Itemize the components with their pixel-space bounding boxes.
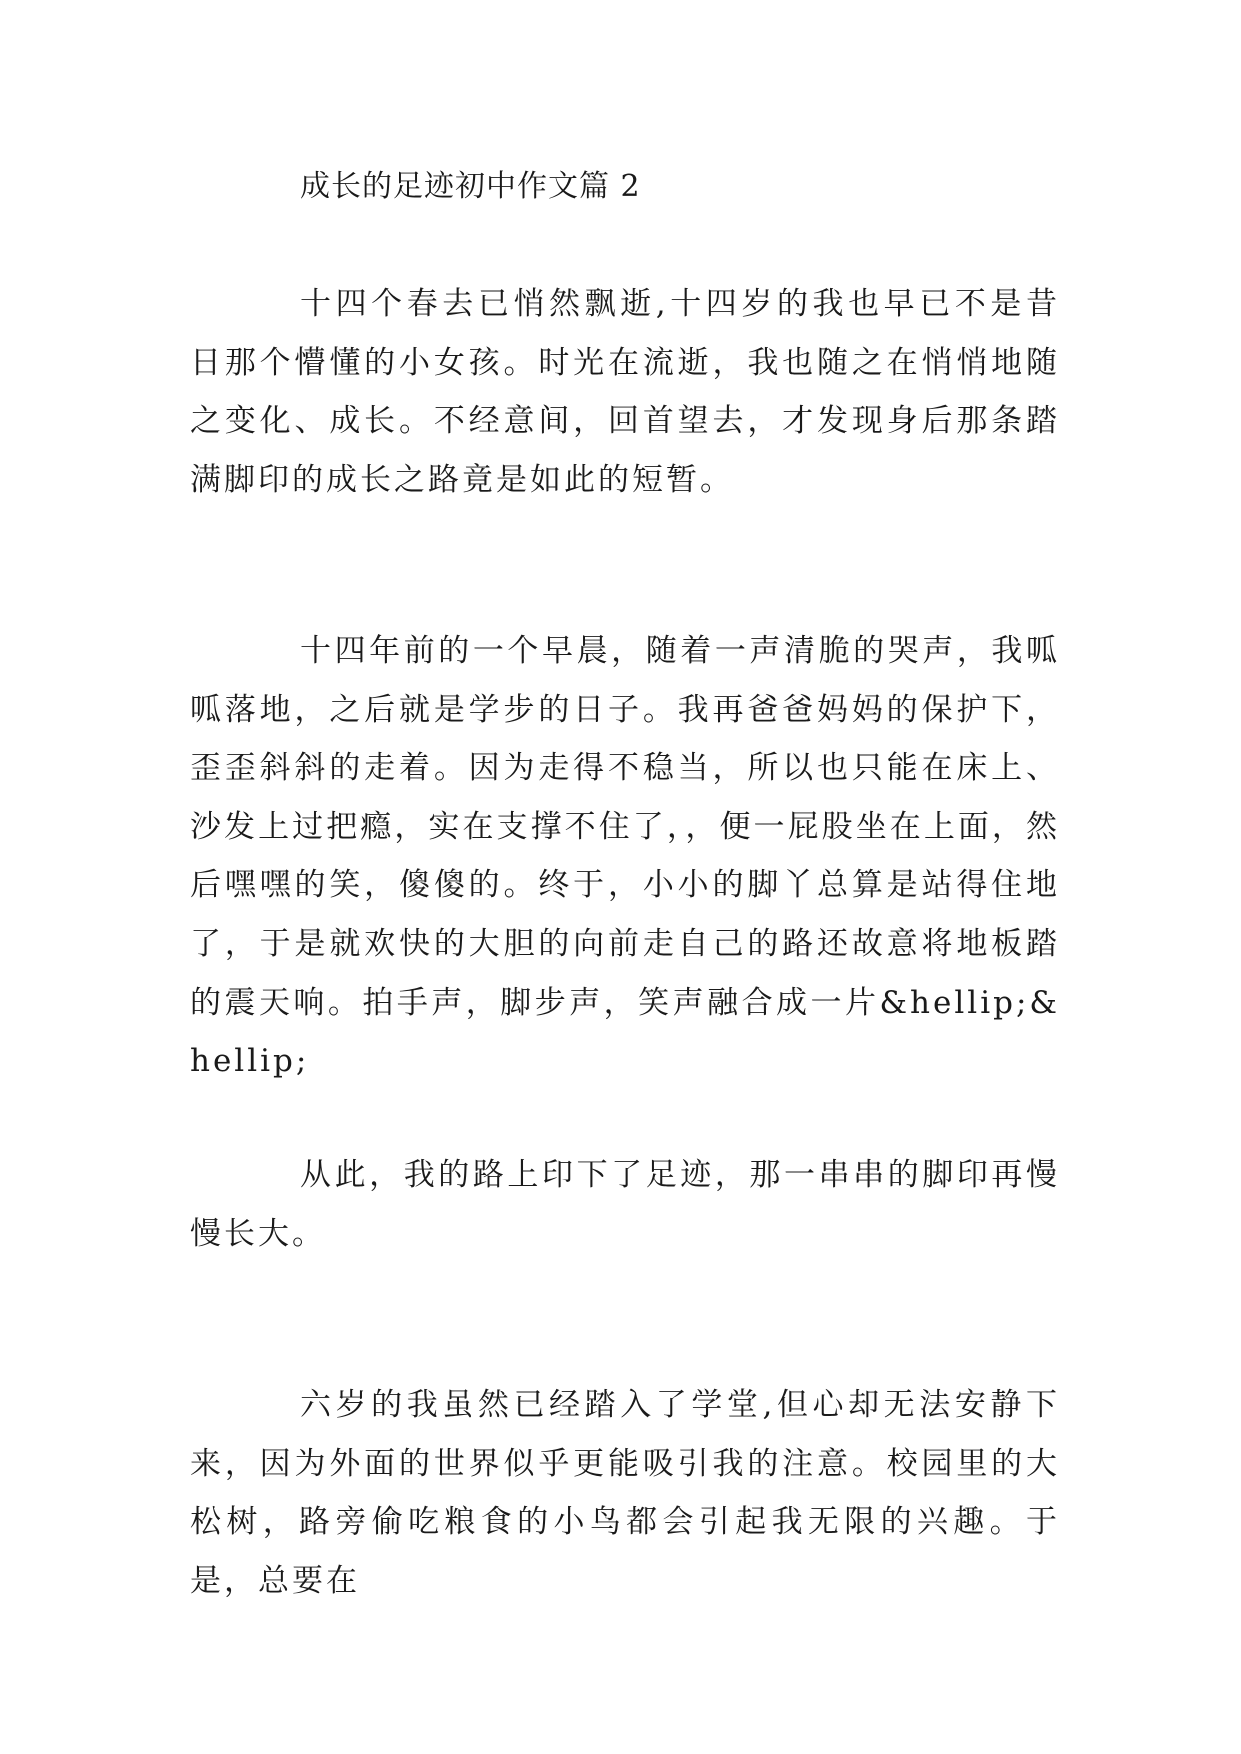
paragraph-1: 十四个春去已悄然飘逝,十四岁的我也早已不是昔日那个懵懂的小女孩。时光在流逝，我也随之在悄悄地随之变化、成长。不经意间，回首望去，才发现身后那条踏满脚印的成长之路竟是如此的短暂。 [190, 286, 1060, 498]
paragraph-3: 从此，我的路上印下了足迹，那一串串的脚印再慢慢长大。 [190, 1157, 1060, 1252]
paragraph-2: 十四年前的一个早晨，随着一声清脆的哭声，我呱呱落地，之后就是学步的日子。我再爸爸妈妈的保护下，歪歪斜斜的走着。因为走得不稳当，所以也只能在床上、沙发上过把瘾，实在支撑不住了，，便一屁股坐在上面，然后嘿嘿的笑，傻傻的。终于，小小的脚丫总算是站得住地了，于是就欢快的大胆的向前走自己的路还故意将地板踏的震天响。拍手声，脚步声，笑声融合成一片&hellip;&hellip; [190, 633, 1060, 1080]
essay-title: 成长的足迹初中作文篇 2 [300, 169, 641, 204]
paragraph-4: 六岁的我虽然已经踏入了学堂,但心却无法安静下来，因为外面的世界似乎更能吸引我的注意。校园里的大松树，路旁偷吃粮食的小鸟都会引起我无限的兴趣。于是，总要在 [190, 1387, 1060, 1599]
